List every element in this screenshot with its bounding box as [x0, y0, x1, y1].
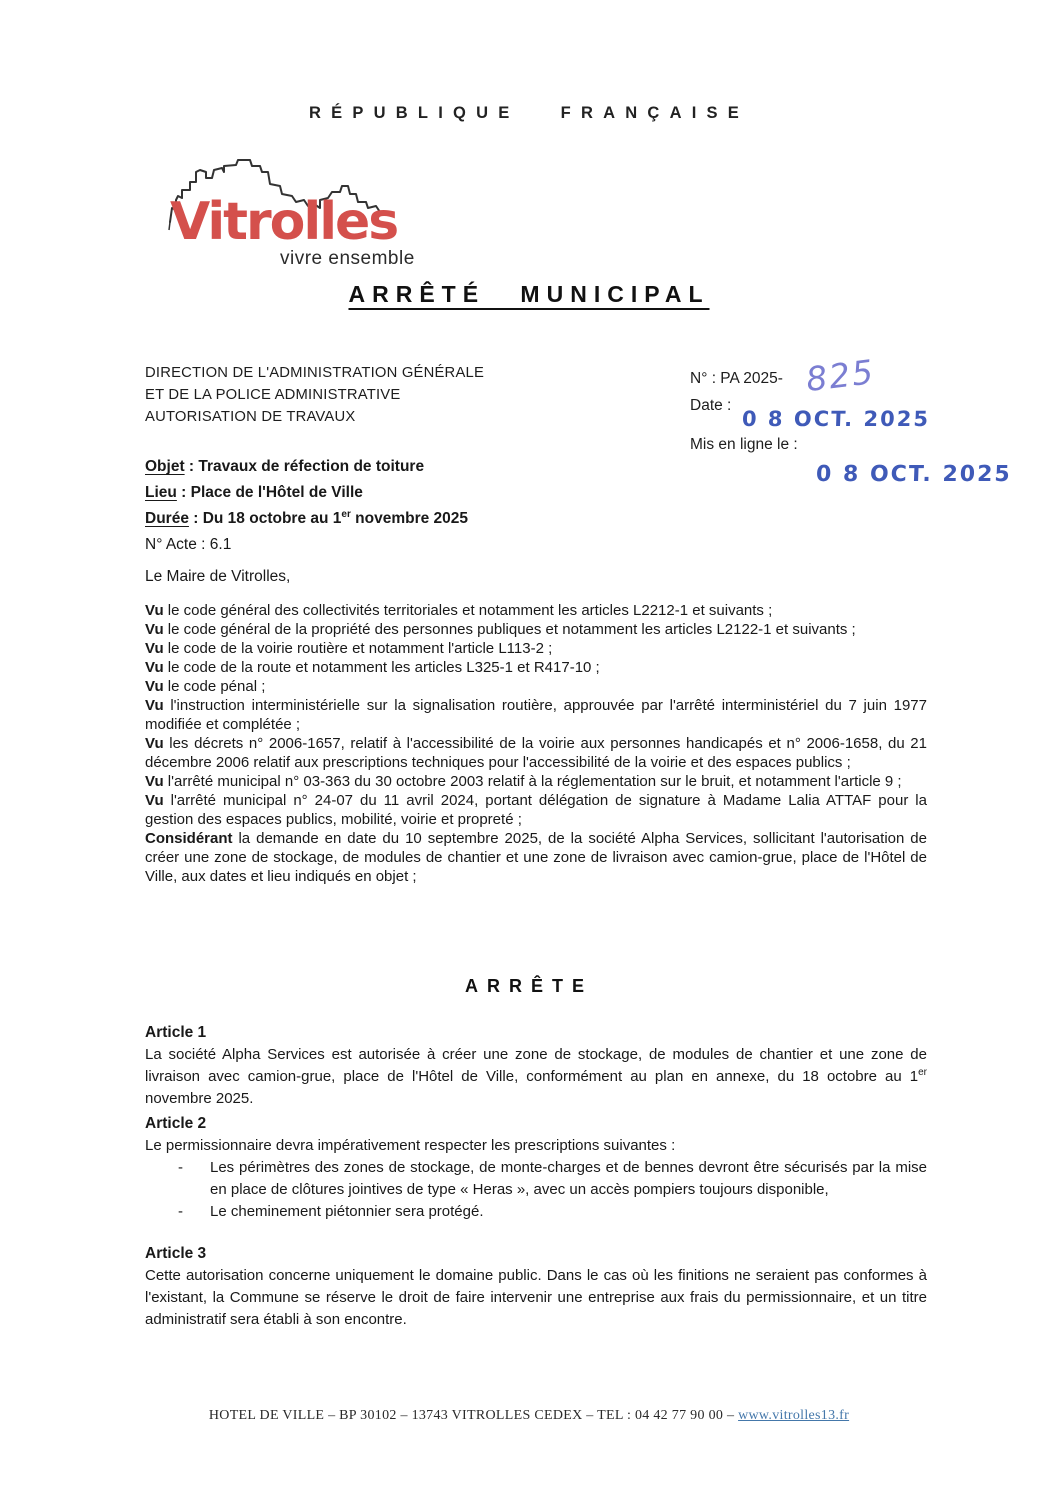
- article-1-body: [145, 1044, 927, 1110]
- recitals-block: [145, 601, 927, 886]
- recital: [145, 791, 927, 829]
- duree-value-post: novembre 2025: [350, 510, 469, 527]
- article-2-bullet-list: [145, 1157, 927, 1223]
- direction-block: [145, 362, 585, 428]
- recital: [145, 734, 927, 772]
- salutation: Le Maire de Vitrolles,: [145, 568, 291, 585]
- recital-lead: Vu: [145, 735, 164, 752]
- article-2: [145, 1113, 927, 1223]
- list-item: - Le cheminement piétonnier sera protégé.: [178, 1201, 927, 1223]
- list-item: - Les périmètres des zones de stockage, de monte-charges et de bennes devront être sécurisés par la mise en place de clôtures jointives de type « Heras », avec un accès pompiers toujours disponible,: [178, 1157, 927, 1201]
- recital-lead: Vu: [145, 697, 164, 714]
- recital-text: l'arrêté municipal n° 03-363 du 30 octobre 2003 relatif à la réglementation sur le bruit, et notamment l'article 9 ;: [163, 773, 902, 790]
- recital: [145, 620, 927, 639]
- date-label: Date :: [690, 397, 732, 414]
- recital-lead: Vu: [145, 792, 164, 809]
- recital-text: le code général des collectivités territoriales et notamment les articles L2212-1 et suivants ;: [163, 602, 773, 619]
- article-1-text-pre: La société Alpha Services est autorisée à créer une zone de stockage, de modules de chantier et une zone de livraison avec camion-grue, place de l'Hôtel de Ville, conformément au plan en annexe, du 18 octobre au 1: [145, 1046, 927, 1085]
- footer: [0, 1408, 1058, 1424]
- recital-lead: Vu: [145, 621, 164, 638]
- logo-tagline: vivre ensemble: [280, 248, 415, 269]
- footer-text: HOTEL DE VILLE – BP 30102 – 13743 VITROLLES CEDEX – TEL : 04 42 77 90 00 –: [208, 1408, 739, 1423]
- footer-website-link[interactable]: www.vitrolles13.fr: [738, 1408, 850, 1423]
- duree-sup: er: [341, 508, 351, 520]
- article-2-intro: Le permissionnaire devra impérativement respecter les prescriptions suivantes :: [145, 1137, 676, 1154]
- recital-text: la demande en date du 10 septembre 2025, de la société Alpha Services, sollicitant l'autorisation de créer une zone de stockage, de modules de chantier et une zone de livraison avec camion-grue, place de l'Hôtel de Ville, aux dates et lieu indiqués en objet ;: [145, 830, 927, 885]
- lieu-row: [145, 480, 745, 506]
- recital-text: le code général de la propriété des personnes publiques et notamment les articles L2122-1 et suivants ;: [163, 621, 856, 638]
- objet-label: Objet: [145, 458, 185, 475]
- recital: [145, 639, 927, 658]
- acte-row: N° Acte : 6.1: [145, 536, 232, 553]
- article-3: [145, 1243, 927, 1331]
- recital-text: l'arrêté municipal n° 24-07 du 11 avril 2024, portant délégation de signature à Madame Lalia ATTAF pour la gestion des espaces publics, mobilité, voirie et propreté ;: [145, 792, 927, 828]
- direction-line-2: ET DE LA POLICE ADMINISTRATIVE: [145, 387, 401, 403]
- recital-lead: Vu: [145, 659, 164, 676]
- recital: [145, 658, 927, 677]
- objet-row: [145, 454, 745, 480]
- recital-lead: Vu: [145, 678, 164, 695]
- recital: [145, 829, 927, 886]
- lieu-label: Lieu: [145, 484, 177, 501]
- subject-block: [145, 454, 745, 558]
- article-3-heading: Article 3: [145, 1245, 207, 1262]
- article-2-heading: Article 2: [145, 1115, 207, 1132]
- recital: [145, 772, 927, 791]
- document-title: ARRÊTÉ MUNICIPAL: [348, 281, 710, 307]
- recital: [145, 677, 927, 696]
- recital-lead: Vu: [145, 773, 164, 790]
- recital-text: le code de la voirie routière et notamment l'article L113-2 ;: [163, 640, 553, 657]
- direction-line-3: AUTORISATION DE TRAVAUX: [145, 409, 356, 425]
- objet-value: : Travaux de réfection de toiture: [184, 458, 425, 475]
- recital-text: les décrets n° 2006-1657, relatif à l'accessibilité de la voirie aux personnes handicapés et n° 2006-1658, du 21 décembre 2006 relatif aux prescriptions techniques pour l'accessibilité de la voirie et des espaces publics ;: [145, 735, 927, 771]
- duree-value-pre: : Du 18 octobre au 1: [188, 510, 342, 527]
- numero-handwritten: 825: [803, 351, 878, 400]
- arrete-heading: ARRÊTE: [464, 976, 593, 996]
- article-1-sup: er: [918, 1067, 927, 1078]
- recital: [145, 601, 927, 620]
- recital-text: le code pénal ;: [163, 678, 266, 695]
- recital-text: le code de la route et notamment les articles L325-1 et R417-10 ;: [163, 659, 600, 676]
- date-stamp: 0 8 OCT. 2025: [741, 407, 931, 431]
- recital: [145, 696, 927, 734]
- direction-line-1: DIRECTION DE L'ADMINISTRATION GÉNÉRALE: [145, 365, 485, 381]
- online-label: Mis en ligne le :: [690, 436, 798, 453]
- vitrolles-logo: [166, 156, 446, 276]
- recital-lead: Vu: [145, 640, 164, 657]
- recital-lead: Considérant: [145, 830, 233, 847]
- lieu-value: : Place de l'Hôtel de Ville: [176, 484, 363, 501]
- article-3-body: Cette autorisation concerne uniquement le domaine public. Dans le cas où les finitions ne seraient pas conformes à l'existant, la Commune se réserve le droit de faire intervenir une entreprise aux frais du permissionnaire, et un titre administratif sera établi à son encontre.: [145, 1267, 927, 1328]
- logo-wordmark: Vitrolles: [170, 192, 398, 252]
- duree-label: Durée: [145, 510, 189, 527]
- numero-label: N° : PA 2025-: [690, 370, 783, 387]
- recital-lead: Vu: [145, 602, 164, 619]
- article-1-heading: Article 1: [145, 1024, 207, 1041]
- article-1-text-post: novembre 2025.: [145, 1090, 254, 1107]
- republique-heading: RÉPUBLIQUE FRANÇAISE: [308, 104, 749, 122]
- article-1: [145, 1022, 927, 1110]
- online-stamp: 0 8 OCT. 2025: [815, 462, 1013, 487]
- duree-row: [145, 506, 745, 532]
- recital-text: l'instruction interministérielle sur la signalisation routière, approuvée par l'arrêté interministériel du 7 juin 1977 modifiée et complétée ;: [145, 697, 927, 733]
